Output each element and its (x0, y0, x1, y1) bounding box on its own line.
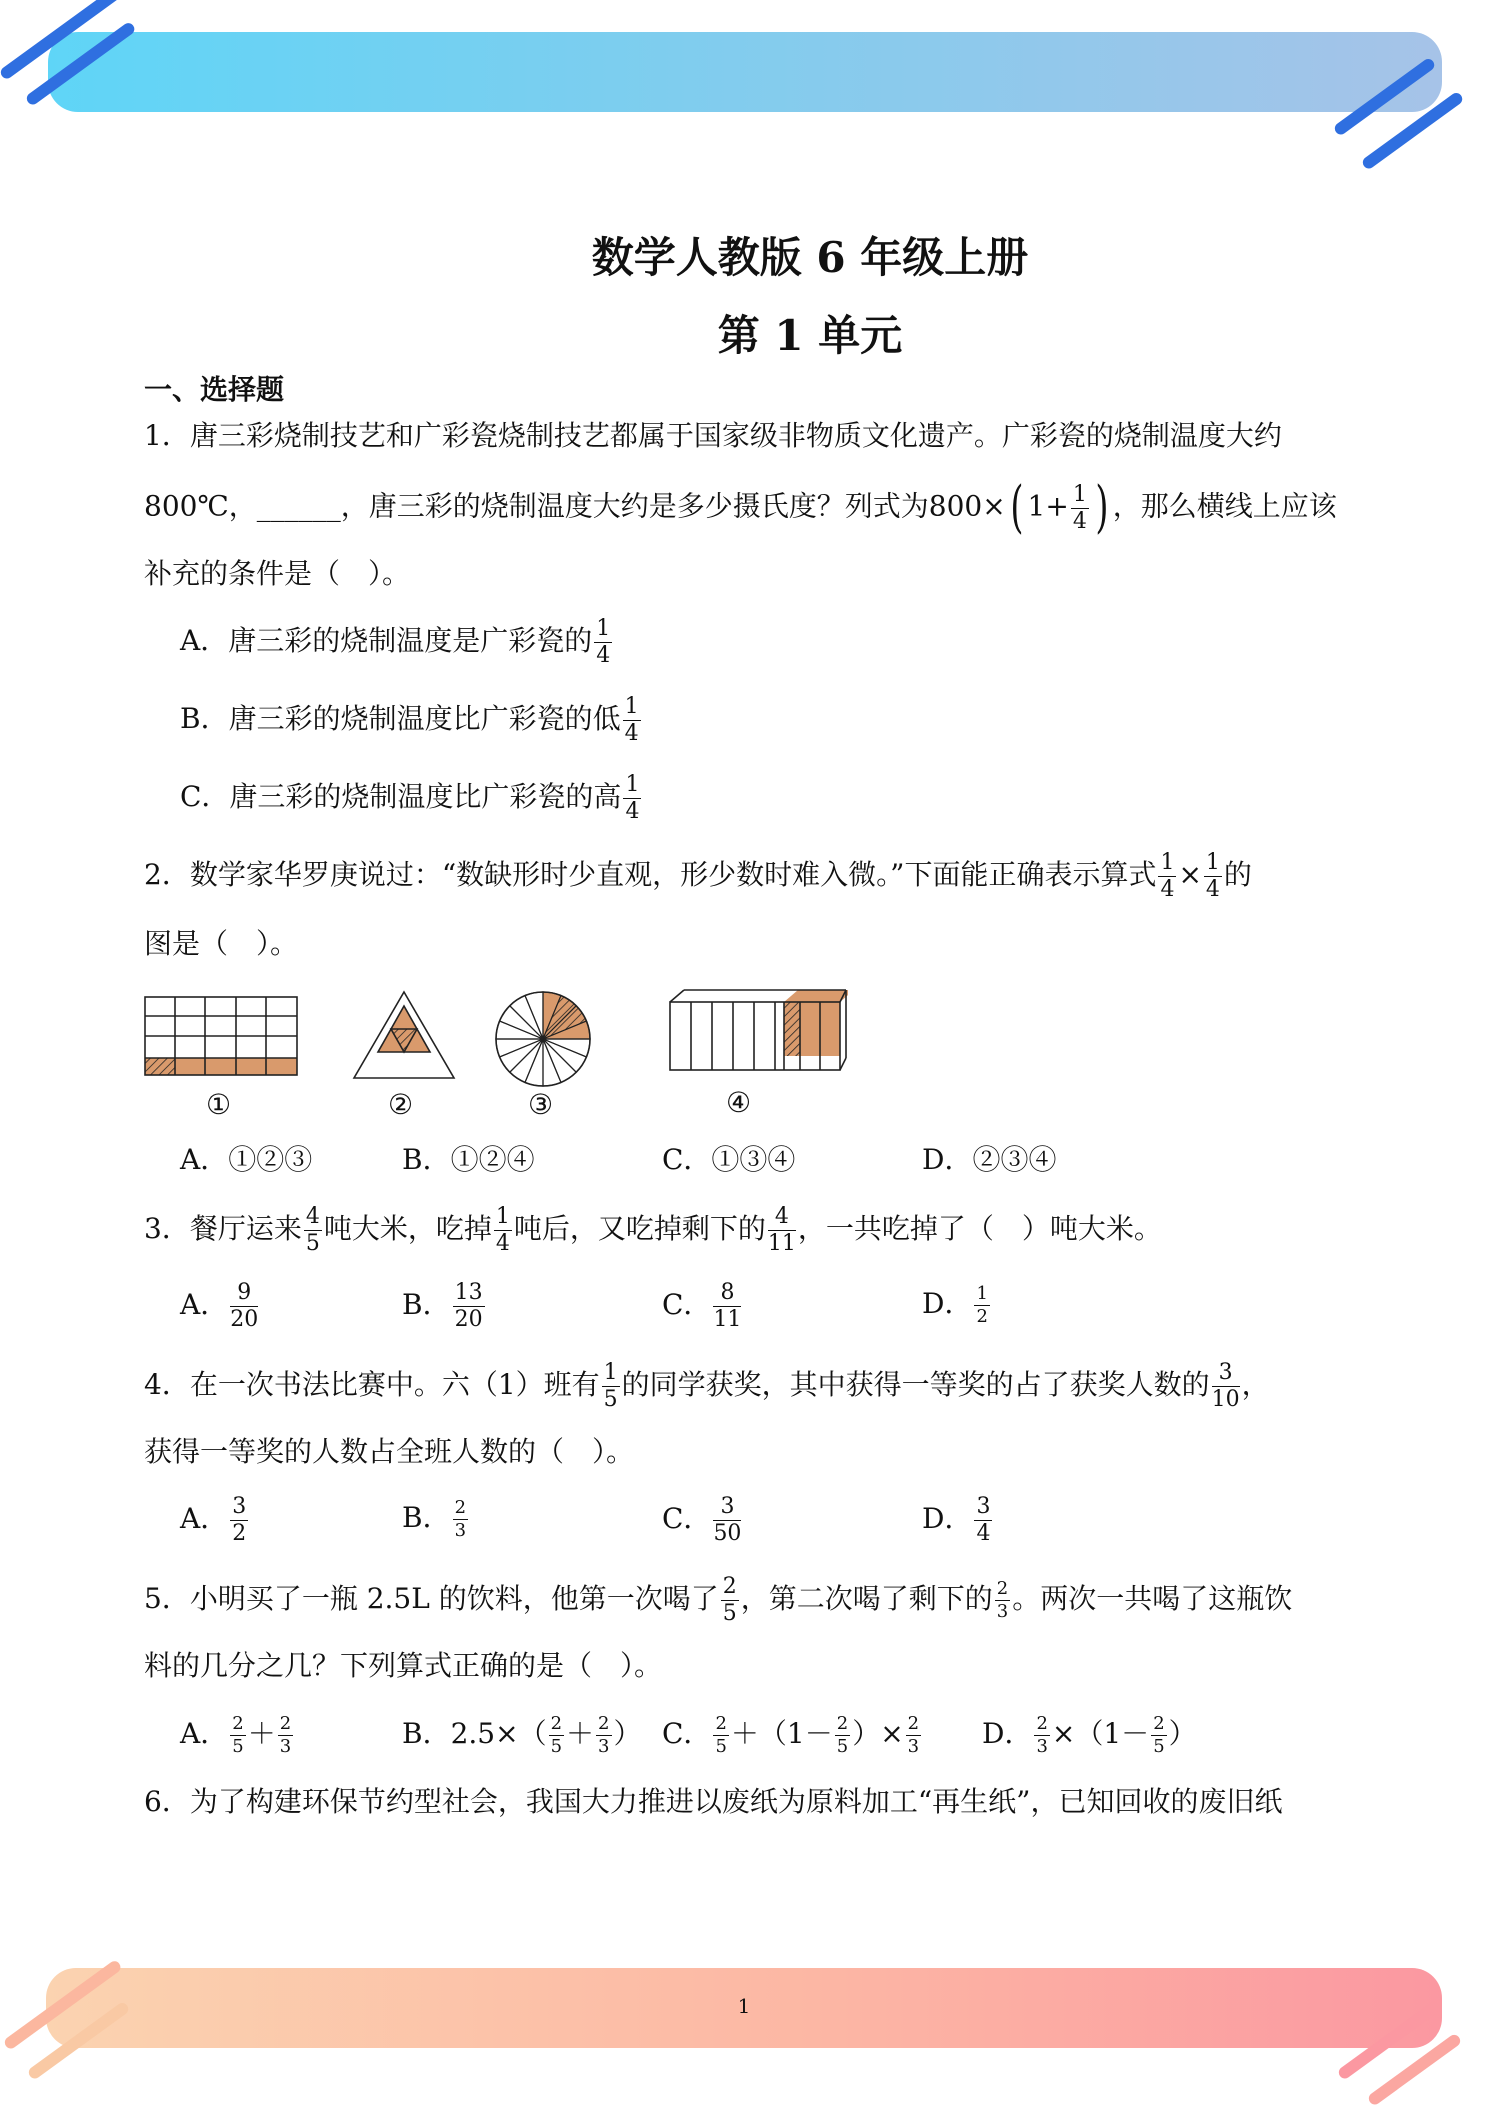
q3-option-a: A． $\frac{9}{20}$ (180, 1280, 259, 1332)
q4-option-b: B． $\frac{2}{3}$ (402, 1497, 467, 1541)
q1-option-a: A．唐三彩的烧制温度是广彩瓷的 $\frac{1}{4}$ (180, 616, 611, 668)
q2-option-a: A．①②③ (180, 1143, 313, 1176)
q3-option-b: B． $\frac{13}{20}$ (402, 1280, 483, 1332)
q4-option-d: D． $\frac{3}{4}$ (922, 1494, 991, 1546)
q4-option-a: A． $\frac{3}{2}$ (180, 1494, 247, 1546)
q2-line1: 2．数学家华罗庚说过：“数缺形时少直观，形少数时难入微。”下面能正确表示算式 $\frac{1}{4}$ × $\frac{1}{4}$ 的 (144, 850, 1252, 902)
q5-option-a: A． $\frac{2}{5}$ ＋ $\frac{2}{3}$ (180, 1713, 292, 1757)
q2-fig-label-2: ② (388, 1088, 414, 1121)
q5-option-b: B．2.5×（ $\frac{2}{5}$ ＋ $\frac{2}{3}$ ） (402, 1713, 642, 1757)
q1-line1: 1．唐三彩烧制技艺和广彩瓷烧制技艺都属于国家级非物质文化遗产。广彩瓷的烧制温度大约 (144, 419, 1282, 452)
q2-figure-triangle (352, 990, 456, 1080)
q5-line2: 料的几分之几？下列算式正确的是（ ）。 (144, 1649, 663, 1682)
q6-line1: 6．为了构建环保节约型社会，我国大力推进以废纸为原料加工“再生纸”，已知回收的废旧纸 (144, 1785, 1283, 1818)
q2-figure-circle (494, 990, 592, 1088)
circle-slice (496, 1039, 543, 1057)
section-heading: 一、选择题 (144, 373, 285, 406)
q2-option-d: D．②③④ (922, 1143, 1057, 1176)
q4-line1: 4．在一次书法比赛中。六（1）班有 $\frac{1}{5}$ 的同学获奖，其中获得一等奖的占了获奖人数的 $\frac{3}{10}$ ， (144, 1360, 1270, 1412)
q2-line2: 图是（ ）。 (144, 927, 299, 960)
circle-slice (543, 1039, 561, 1086)
q2-figure-grid (144, 996, 298, 1076)
q1-option-c: C．唐三彩的烧制温度比广彩瓷的高 $\frac{1}{4}$ (180, 772, 640, 824)
q2-fig-label-3: ③ (528, 1088, 554, 1121)
q2-option-c: C．①③④ (662, 1143, 796, 1176)
q3-line1: 3．餐厅运来 $\frac{4}{5}$ 吨大米，吃掉 $\frac{1}{4}$ 吨后，又吃掉剩下的 $\frac{4}{11}$ ，一共吃掉了（ ）吨大米。 (144, 1204, 1162, 1256)
q5-line1: 5．小明买了一瓶 2.5L 的饮料，他第一次喝了 $\frac{2}{5}$ ，第二次喝了剩下的 $\frac{2}{3}$ 。两次一共喝了这瓶饮 (144, 1574, 1293, 1626)
unit-title: 第 1 单元 (717, 311, 903, 360)
q2-figure-cuboid (668, 988, 848, 1072)
q1-line2: 800℃，______，唐三彩的烧制温度大约是多少摄氏度？列式为800×( 1+ $\frac{1}{4}$ ) ，那么横线上应该 (144, 475, 1337, 540)
q4-option-c: C． $\frac{3}{50}$ (662, 1494, 742, 1546)
q3-option-d: D． $\frac{1}{2}$ (922, 1283, 988, 1327)
page-number: 1 (737, 1994, 751, 2018)
circle-slice (525, 992, 543, 1039)
q2-fig-label-1: ① (206, 1088, 232, 1121)
page-title: 数学人教版 6 年级上册 (591, 233, 1029, 282)
q4-line2: 获得一等奖的人数占全班人数的（ ）。 (144, 1435, 635, 1468)
q3-option-c: C． $\frac{8}{11}$ (662, 1280, 742, 1332)
q5-option-d: D． $\frac{2}{3}$ ×（1－ $\frac{2}{5}$ ） (982, 1713, 1197, 1757)
q1-option-b: B．唐三彩的烧制温度比广彩瓷的低 $\frac{1}{4}$ (180, 694, 639, 746)
q2-fig-label-4: ④ (726, 1086, 752, 1119)
q2-option-b: B．①②④ (402, 1143, 535, 1176)
header-banner (48, 32, 1442, 112)
q1-line3: 补充的条件是（ ）。 (144, 557, 411, 590)
q5-option-c: C． $\frac{2}{5}$ ＋（1－ $\frac{2}{5}$ ）× $\frac{2}{3}$ (662, 1713, 920, 1757)
